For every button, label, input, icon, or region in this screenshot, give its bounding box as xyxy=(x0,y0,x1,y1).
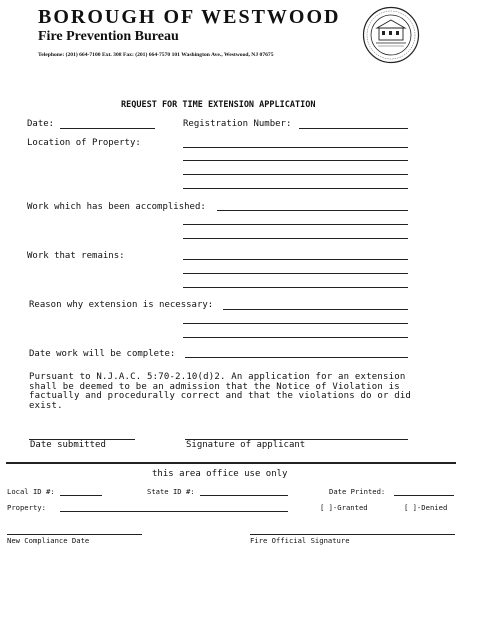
location-field-line-3[interactable] xyxy=(183,174,408,175)
office-use-heading: this area office use only xyxy=(152,469,288,479)
date-printed-label: Date Printed: xyxy=(329,487,386,496)
office-use-divider xyxy=(6,462,456,464)
official-signature-field[interactable] xyxy=(250,534,455,535)
work-done-field-line-2[interactable] xyxy=(183,224,408,225)
date-label: Date: xyxy=(27,119,55,129)
location-field-line-4[interactable] xyxy=(183,188,408,189)
local-id-label: Local ID #: xyxy=(7,487,55,496)
work-remains-field-line-3[interactable] xyxy=(183,287,408,288)
local-id-field[interactable] xyxy=(60,495,102,496)
work-done-field-line-3[interactable] xyxy=(183,238,408,239)
contact-line: Telephone: (201) 664-7100 Ext. 308 Fax: (201) 664-7570 101 Washington Ave., Westwood, NJ 07675 xyxy=(38,52,274,58)
compliance-date-label: New Compliance Date xyxy=(7,536,90,545)
work-remains-field-line-2[interactable] xyxy=(183,273,408,274)
date-field[interactable] xyxy=(60,128,155,129)
applicant-signature-label: Signature of applicant xyxy=(186,440,306,450)
property-field[interactable] xyxy=(60,511,288,512)
location-field-line-1[interactable] xyxy=(183,147,408,148)
work-remains-field-line-1[interactable] xyxy=(183,259,408,260)
form-title: REQUEST FOR TIME EXTENSION APPLICATION xyxy=(121,100,316,110)
state-id-field[interactable] xyxy=(200,495,288,496)
compliance-date-field[interactable] xyxy=(7,534,142,535)
pursuant-paragraph: Pursuant to N.J.A.C. 5:70-2.10(d)2. An application for an extension shall be deemed to be an admission that the Notice of Violation is factually and procedurally correct and that the violations do or did exist. xyxy=(29,372,412,411)
date-submitted-label: Date submitted xyxy=(30,440,106,450)
location-field-line-2[interactable] xyxy=(183,160,408,161)
borough-title: BOROUGH OF WESTWOOD xyxy=(38,6,341,28)
work-remains-label: Work that remains: xyxy=(27,251,125,261)
location-label: Location of Property: xyxy=(27,138,141,148)
denied-checkbox[interactable]: [ ]-Denied xyxy=(404,503,448,512)
granted-checkbox[interactable]: [ ]-Granted xyxy=(320,503,368,512)
official-signature-label: Fire Official Signature xyxy=(250,536,350,545)
reason-field-line-1[interactable] xyxy=(223,309,408,310)
work-done-label: Work which has been accomplished: xyxy=(27,202,206,212)
registration-field[interactable] xyxy=(299,128,408,129)
registration-label: Registration Number: xyxy=(183,119,292,129)
reason-field-line-3[interactable] xyxy=(183,337,408,338)
complete-date-field[interactable] xyxy=(185,357,408,358)
property-label: Property: xyxy=(7,503,46,512)
state-id-label: State ID #: xyxy=(147,487,195,496)
date-printed-field[interactable] xyxy=(394,495,454,496)
complete-date-label: Date work will be complete: xyxy=(29,349,176,359)
bureau-title: Fire Prevention Bureau xyxy=(38,29,179,44)
borough-seal-icon xyxy=(362,6,420,64)
reason-label: Reason why extension is necessary: xyxy=(29,300,214,310)
work-done-field-line-1[interactable] xyxy=(217,210,408,211)
reason-field-line-2[interactable] xyxy=(183,323,408,324)
